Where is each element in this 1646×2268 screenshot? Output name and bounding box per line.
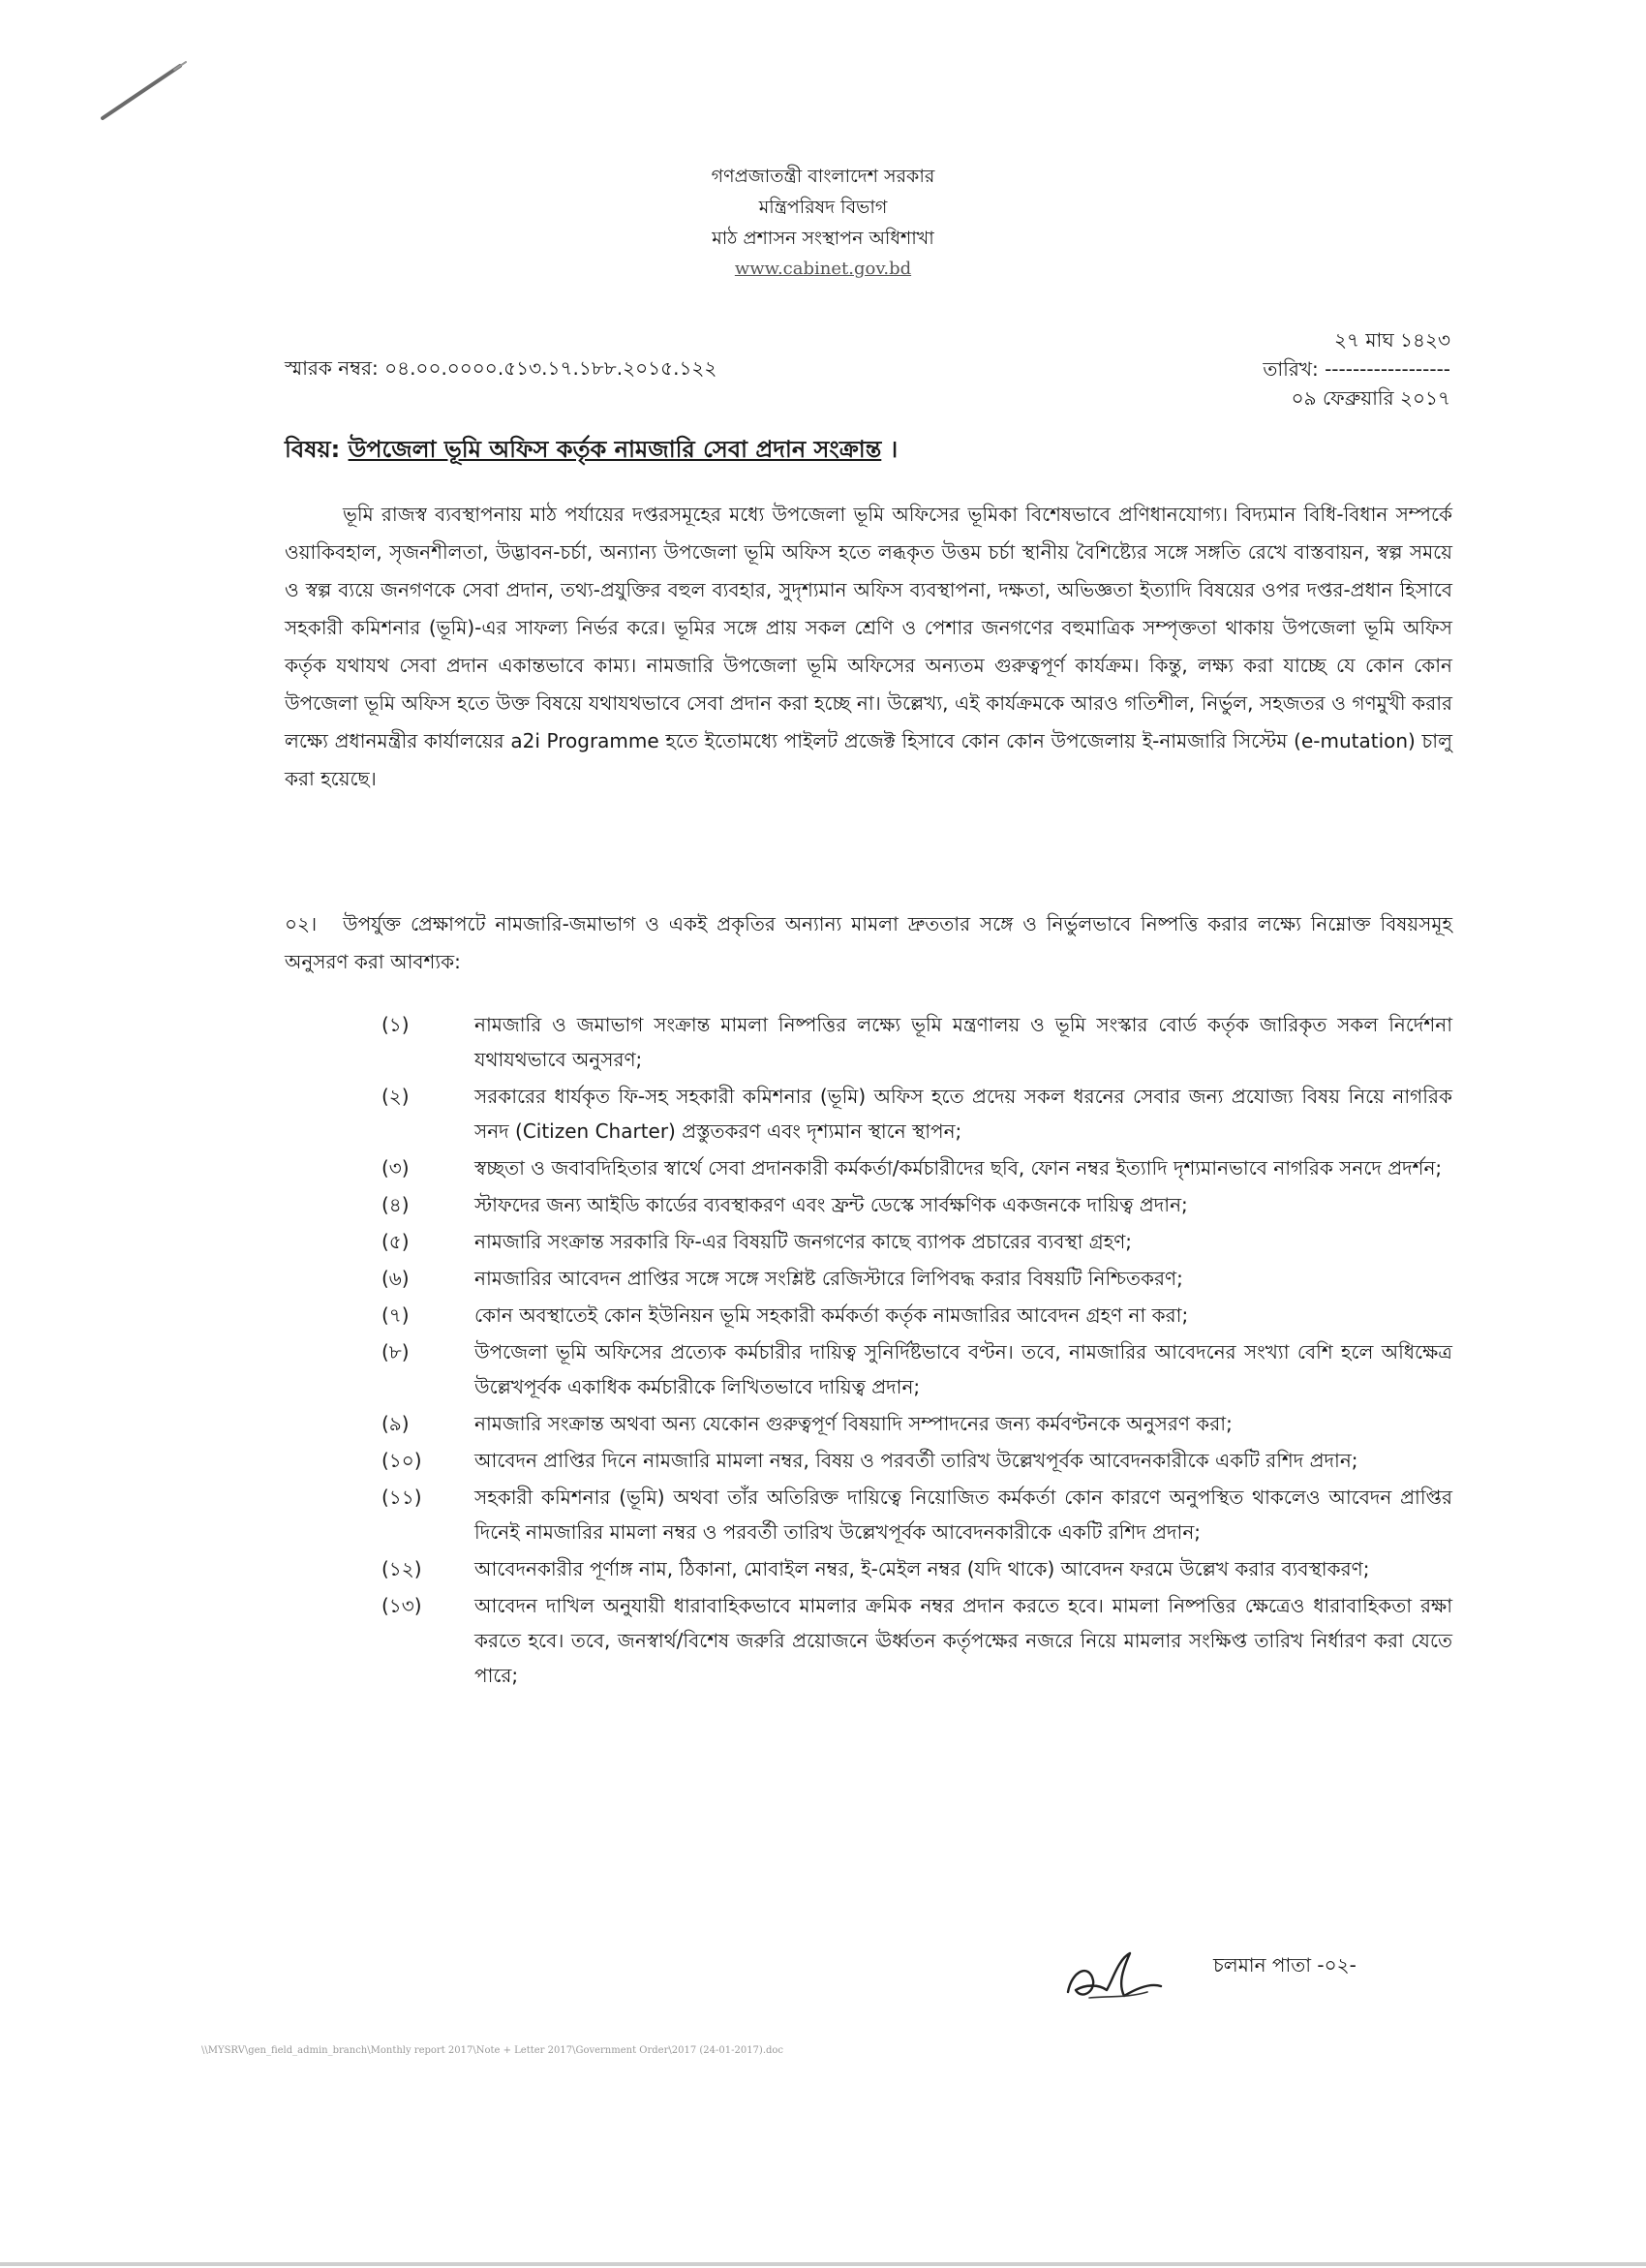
- list-item: [381, 1588, 1452, 1693]
- scan-edge-line: [0, 2262, 1646, 2266]
- letterhead-branch: মাঠ প্রশাসন সংস্থাপন অধিশাখা: [712, 228, 934, 249]
- list-item-text: সহকারী কমিশনার (ভূমি) অথবা তাঁর অতিরিক্ত দায়িত্বে নিয়োজিত কর্মকর্তা কোন কারণে অনুপস্থিত থাকলেও আবেদন প্রাপ্তির দিনেই নামজারির মামলা নম্বর ও পরবর্তী তারিখ উল্লেখপূর্বক আবেদনকারীকে একটি রশিদ প্রদান;: [474, 1486, 1452, 1544]
- list-item-number: (৯): [381, 1412, 410, 1435]
- paragraph-2: [285, 905, 1452, 981]
- subject-end: ।: [889, 436, 899, 463]
- list-item: [381, 1007, 1452, 1077]
- letterhead: [0, 161, 1646, 285]
- list-item: [381, 1334, 1452, 1404]
- letterhead-government: গণপ্রজাতন্ত্রী বাংলাদেশ সরকার: [711, 166, 935, 187]
- list-item: [381, 1551, 1452, 1586]
- paragraph-2-number: ০২।: [285, 912, 318, 935]
- paragraph-1: ভূমি রাজস্ব ব্যবস্থাপনায় মাঠ পর্যায়ের দপ্তরসমূহের মধ্যে উপজেলা ভূমি অফিসের ভূমিকা বিশেষভাবে প্রণিধানযোগ্য। বিদ্যমান বিধি-বিধান সম্পর্কে ওয়াকিবহাল, সৃজনশীলতা, উদ্ভাবন-চর্চা, অন্যান্য উপজেলা ভূমি অফিস হতে লব্ধকৃত উত্তম চর্চা স্থানীয় বৈশিষ্ট্যের সঙ্গে সঙ্গতি রেখে বাস্তবায়ন, স্বল্প সময়ে ও স্বল্প ব্যয়ে জনগণকে সেবা প্রদান, তথ্য-প্রযুক্তির বহুল ব্যবহার, সুদৃশ্যমান অফিস ব্যবস্থাপনা, দক্ষতা, অভিজ্ঞতা ইত্যাদি বিষয়ের ওপর দপ্তর-প্রধান হিসাবে সহকারী কমিশনার (ভূমি)-এর সাফল্য নির্ভর করে। ভূমির সঙ্গে প্রায় সকল শ্রেণি ও পেশার জনগণের বহুমাত্রিক সম্পৃক্ততা থাকায় উপজেলা ভূমি অফিস কর্তৃক যথাযথ সেবা প্রদান একান্তভাবে কাম্য। নামজারি উপজেলা ভূমি অফিসের অন্যতম গুরুত্বপূর্ণ কার্যক্রম। কিন্তু, লক্ষ্য করা যাচ্ছে যে কোন কোন উপজেলা ভূমি অফিস হতে উক্ত বিষয়ে যথাযথভাবে সেবা প্রদান করা হচ্ছে না। উল্লেখ্য, এই কার্যক্রমকে আরও গতিশীল, নির্ভুল, সহজতর ও গণমুখী করার লক্ষ্যে প্রধানমন্ত্রীর কার্যালয়ের a2i Programme হতে ইতোমধ্যে পাইলট প্রজেক্ট হিসাবে কোন কোন উপজেলায় ই-নামজারি সিস্টেম (e-mutation) চালু করা হয়েছে।: [285, 503, 1452, 790]
- list-item: [381, 1187, 1452, 1222]
- list-item-text: নামজারি ও জমাভাগ সংক্রান্ত মামলা নিষ্পত্তির লক্ষ্যে ভূমি মন্ত্রণালয় ও ভূমি সংস্কার বোর্ড কর্তৃক জারিকৃত সকল নির্দেশনা যথাযথভাবে অনুসরণ;: [474, 1013, 1452, 1071]
- list-item-text: স্বচ্ছতা ও জবাবদিহিতার স্বার্থে সেবা প্রদানকারী কর্মকর্তা/কর্মচারীদের ছবি, ফোন নম্বর ইত্যাদি দৃশ্যমানভাবে নাগরিক সনদে প্রদর্শন;: [474, 1156, 1443, 1180]
- list-item-text: নামজারি সংক্রান্ত অথবা অন্য যেকোন গুরুত্বপূর্ণ বিষয়াদি সম্পাদনের জন্য কর্মবণ্টনকে অনুসরণ করা;: [474, 1412, 1233, 1435]
- memo-reference-number: স্মারক নম্বর: ০৪.০০.০০০০.৫১৩.১৭.১৮৮.২০১৫.১২২: [285, 356, 717, 380]
- list-item-text: উপজেলা ভূমি অফিসের প্রত্যেক কর্মচারীর দায়িত্ব সুনির্দিষ্টভাবে বণ্টন। তবে, নামজারির আবেদনের সংখ্যা বেশি হলে অধিক্ষেত্র উল্লেখপূর্বক একাধিক কর্মচারীকে লিখিতভাবে দায়িত্ব প্রদান;: [474, 1340, 1452, 1398]
- file-path-footer: \\MYSRV\gen_field_admin_branch\Monthly report 2017\Note + Letter 2017\Government Order\2017 (24-01-2017).doc: [201, 2045, 784, 2056]
- list-item-number: (৩): [381, 1156, 410, 1180]
- list-item-number: (৮): [381, 1340, 410, 1364]
- signature-mark: [1060, 1942, 1167, 2009]
- list-item-number: (২): [381, 1085, 410, 1108]
- date-label-row: [1263, 354, 1450, 383]
- list-item-text: সরকারের ধার্যকৃত ফি-সহ সহকারী কমিশনার (ভূমি) অফিস হতে প্রদেয় সকল ধরনের সেবার জন্য প্রযোজ্য বিষয় নিয়ে নাগরিক সনদ (Citizen Charter) প্রস্তুতকরণ এবং দৃশ্যমান স্থানে স্থাপন;: [474, 1085, 1452, 1143]
- list-item-text: নামজারির আবেদন প্রাপ্তির সঙ্গে সঙ্গে সংশ্লিষ্ট রেজিস্টারে লিপিবদ্ধ করার বিষয়টি নিশ্চিতকরণ;: [474, 1267, 1183, 1290]
- list-item: [381, 1079, 1452, 1149]
- list-item-number: (১০): [381, 1449, 422, 1472]
- subject-text: উপজেলা ভূমি অফিস কর্তৃক নামজারি সেবা প্রদান সংক্রান্ত: [348, 436, 882, 463]
- letterhead-website: www.cabinet.gov.bd: [734, 259, 912, 279]
- list-item: [381, 1150, 1452, 1185]
- date-dashes: ------------------: [1325, 357, 1450, 381]
- list-item: [381, 1480, 1452, 1549]
- list-item-text: কোন অবস্থাতেই কোন ইউনিয়ন ভূমি সহকারী কর্মকর্তা কর্তৃক নামজারির আবেদন গ্রহণ না করা;: [474, 1303, 1189, 1327]
- list-item-number: (৭): [381, 1303, 410, 1327]
- list-item: [381, 1443, 1452, 1478]
- list-item-number: (১৩): [381, 1594, 422, 1617]
- list-item-number: (৪): [381, 1193, 410, 1216]
- instruction-list: [381, 1007, 1452, 1695]
- list-item: [381, 1406, 1452, 1441]
- date-bangla: ২৭ মাঘ ১৪২৩: [1334, 328, 1450, 352]
- subject-label: বিষয়:: [285, 436, 341, 463]
- continuation-note: চলমান পাতা -০২-: [1213, 1953, 1356, 1977]
- list-item-text: স্টাফদের জন্য আইডি কার্ডের ব্যবস্থাকরণ এবং ফ্রন্ট ডেস্কে সার্বক্ষণিক একজনকে দায়িত্ব প্রদান;: [474, 1193, 1188, 1216]
- list-item-number: (৫): [381, 1230, 410, 1253]
- list-item-number: (১২): [381, 1557, 422, 1580]
- list-item: [381, 1224, 1452, 1259]
- date-block: [1263, 325, 1450, 413]
- date-label: তারিখ:: [1263, 357, 1319, 381]
- list-item-text: আবেদনকারীর পূর্ণাঙ্গ নাম, ঠিকানা, মোবাইল নম্বর, ই-মেইল নম্বর (যদি থাকে) আবেদন ফরমে উল্লেখ করার ব্যবস্থাকরণ;: [474, 1557, 1370, 1580]
- list-item: [381, 1298, 1452, 1333]
- pen-stroke-mark: [97, 58, 194, 126]
- list-item-text: নামজারি সংক্রান্ত সরকারি ফি-এর বিষয়টি জনগণের কাছে ব্যাপক প্রচারের ব্যবস্থা গ্রহণ;: [474, 1230, 1133, 1253]
- list-item-text: আবেদন দাখিল অনুযায়ী ধারাবাহিকভাবে মামলার ক্রমিক নম্বর প্রদান করতে হবে। মামলা নিষ্পত্তির ক্ষেত্রেও ধারাবাহিকতা রক্ষা করতে হবে। তবে, জনস্বার্থ/বিশেষ জরুরি প্রয়োজনে ঊর্ধ্বতন কর্তৃপক্ষের নজরে নিয়ে মামলার সংক্ষিপ্ত তারিখ নির্ধারণ করা যেতে পারে;: [474, 1594, 1452, 1687]
- list-item: [381, 1261, 1452, 1296]
- letterhead-division: মন্ত্রিপরিষদ বিভাগ: [758, 197, 888, 218]
- subject-line: [285, 432, 898, 471]
- list-item-number: (৬): [381, 1267, 410, 1290]
- paragraph-2-text: উপর্যুক্ত প্রেক্ষাপটে নামজারি-জমাভাগ ও একই প্রকৃতির অন্যান্য মামলা দ্রুততার সঙ্গে ও নির্ভুলভাবে নিষ্পত্তি করার লক্ষ্যে নিম্নোক্ত বিষয়সমূহ অনুসরণ করা আবশ্যক:: [285, 912, 1452, 973]
- list-item-number: (১১): [381, 1486, 422, 1509]
- date-english: ০৯ ফেব্রুয়ারি ২০১৭: [1291, 386, 1450, 410]
- list-item-number: (১): [381, 1013, 410, 1036]
- list-item-text: আবেদন প্রাপ্তির দিনে নামজারি মামলা নম্বর, বিষয় ও পরবর্তী তারিখ উল্লেখপূর্বক আবেদনকারীকে একটি রশিদ প্রদান;: [474, 1449, 1358, 1472]
